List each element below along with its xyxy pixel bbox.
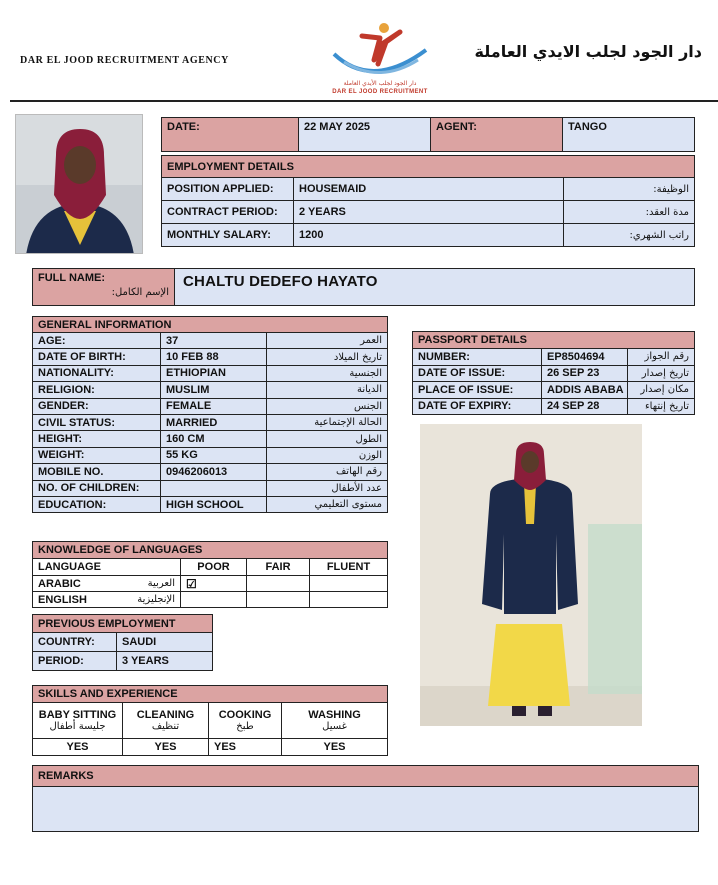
full-name-value: CHALTU DEDEFO HAYATO [175,269,695,306]
contract-label-arabic: مدة العقد: [564,201,695,224]
dob-value: 10 FEB 88 [161,349,267,365]
issue-date-value: 26 SEP 23 [542,365,628,382]
applicant-portrait-photo [15,114,143,254]
skill-cooking-name-arabic: طبخ [236,721,254,732]
age-value: 37 [161,333,267,349]
skills-section-title: SKILLS AND EXPERIENCE [33,686,388,703]
contract-value: 2 YEARS [294,201,564,224]
children-label-arabic: عدد الأطفال [267,480,388,496]
salary-value: 1200 [294,224,564,247]
remarks-section-title: REMARKS [33,766,699,787]
skill-baby-sitting [33,703,123,739]
skill-cleaning-name: CLEANING [136,709,195,721]
nationality-label: NATIONALITY: [33,365,161,381]
issue-date-label-arabic: تاريخ إصدار [628,365,695,382]
english-language-cell [33,592,181,608]
remarks-area [32,786,699,832]
passport-details-table [412,331,695,415]
weight-label-arabic: الوزن [267,447,388,463]
salary-label-arabic: راتب الشهري: [564,224,695,247]
education-label-arabic: مستوى التعليمي [267,496,388,512]
agency-logo [322,20,438,98]
dob-label-arabic: تاريخ الميلاد [267,349,388,365]
general-section-title: GENERAL INFORMATION [33,317,388,333]
agency-name-english: DAR EL JOOD RECRUITMENT AGENCY [20,55,229,66]
country-value: SAUDI [117,633,213,652]
arabic-language-name: ARABIC [38,577,81,590]
employment-details-table [161,155,695,247]
logo-text-english: DAR EL JOOD RECRUITMENT [332,89,428,95]
skill-cleaning-value: YES [123,739,209,756]
issue-date-label: DATE OF ISSUE: [413,365,542,382]
english-fluent-cell[interactable] [310,592,388,608]
religion-value: MUSLIM [161,382,267,398]
arabic-fluent-cell[interactable] [310,576,388,592]
previous-employment-table [32,614,213,671]
agent-value: TANGO [563,118,695,152]
weight-label: WEIGHT: [33,447,161,463]
fluent-header: FLUENT [310,559,388,576]
civil-status-label: CIVIL STATUS: [33,414,161,430]
languages-table [32,541,388,608]
passport-number-label-arabic: رقم الجواز [628,349,695,366]
arabic-poor-checkbox[interactable]: ☑ [181,576,247,592]
portrait-person-icon [16,115,143,254]
employment-section-title: EMPLOYMENT DETAILS [162,156,695,178]
contract-label: CONTRACT PERIOD: [162,201,294,224]
dob-label: DATE OF BIRTH: [33,349,161,365]
skill-cooking [209,703,282,739]
children-label: NO. OF CHILDREN: [33,480,161,496]
skill-washing-name-arabic: غسيل [322,721,347,732]
skill-washing [282,703,388,739]
full-name-label-cell [33,269,175,306]
civil-status-label-arabic: الحالة الإجتماعية [267,414,388,430]
period-label: PERIOD: [33,652,117,671]
salary-label: MONTHLY SALARY: [162,224,294,247]
date-label: DATE: [162,118,299,152]
expiry-date-value: 24 SEP 28 [542,398,628,415]
skill-cooking-value: YES [209,739,282,756]
english-language-name: ENGLISH [38,593,87,606]
position-label: POSITION APPLIED: [162,178,294,201]
expiry-date-label: DATE OF EXPIRY: [413,398,542,415]
logo-figure-icon [322,20,438,80]
english-fair-cell[interactable] [247,592,310,608]
arabic-language-name-arabic: العربية [147,577,175,589]
date-value: 22 MAY 2025 [299,118,431,152]
applicant-full-body-photo [420,424,642,726]
children-value [161,480,267,496]
expiry-date-label-arabic: تاريخ إنتهاء [628,398,695,415]
skills-table [32,685,388,756]
skill-cleaning-name-arabic: تنظيف [151,721,180,732]
position-value: HOUSEMAID [294,178,564,201]
skill-baby-sitting-value: YES [33,739,123,756]
english-language-name-arabic: الإنجليزية [137,593,175,605]
passport-section-title: PASSPORT DETAILS [413,332,695,349]
date-agent-table [161,117,695,152]
religion-label: RELIGION: [33,382,161,398]
height-value: 160 CM [161,431,267,447]
passport-number-value: EP8504694 [542,349,628,366]
gender-label-arabic: الجنس [267,398,388,414]
height-label: HEIGHT: [33,431,161,447]
remarks-table [32,765,699,787]
country-label: COUNTRY: [33,633,117,652]
weight-value: 55 KG [161,447,267,463]
height-label-arabic: الطول [267,431,388,447]
age-label: AGE: [33,333,161,349]
languages-section-title: KNOWLEDGE OF LANGUAGES [33,542,388,559]
header-divider [10,100,718,102]
nationality-label-arabic: الجنسية [267,365,388,381]
position-label-arabic: الوظيفة: [564,178,695,201]
skill-baby-sitting-name: BABY SITTING [38,709,117,721]
previous-section-title: PREVIOUS EMPLOYMENT [33,615,213,633]
skill-washing-name: WASHING [308,709,361,721]
fair-header: FAIR [247,559,310,576]
education-value: HIGH SCHOOL [161,496,267,512]
gender-label: GENDER: [33,398,161,414]
passport-number-label: NUMBER: [413,349,542,366]
mobile-label-arabic: رقم الهاتف [267,464,388,480]
arabic-fair-cell[interactable] [247,576,310,592]
age-label-arabic: العمر [267,333,388,349]
mobile-value: 0946206013 [161,464,267,480]
education-label: EDUCATION: [33,496,161,512]
issue-place-label: PLACE OF ISSUE: [413,382,542,399]
full-name-table [32,268,695,306]
skill-cooking-name: COOKING [218,709,272,721]
civil-status-value: MARRIED [161,414,267,430]
agency-name-arabic: دار الجود لجلب الايدي العاملة [474,42,702,61]
arabic-language-cell [33,576,181,592]
period-value: 3 YEARS [117,652,213,671]
logo-text-arabic: دار الجود لجلب الأيدي العاملة [343,80,417,87]
issue-place-value: ADDIS ABABA [542,382,628,399]
general-information-table [32,316,388,513]
full-name-label-arabic: الإسم الكامل: [111,287,169,298]
poor-header: POOR [181,559,247,576]
religion-label-arabic: الديانة [267,382,388,398]
agent-label: AGENT: [431,118,563,152]
skill-washing-value: YES [282,739,388,756]
language-header: LANGUAGE [33,559,181,576]
skill-cleaning [123,703,209,739]
nationality-value: ETHIOPIAN [161,365,267,381]
gender-value: FEMALE [161,398,267,414]
mobile-label: MOBILE NO. [33,464,161,480]
issue-place-label-arabic: مكان إصدار [628,382,695,399]
full-body-person-icon [420,424,642,726]
skill-baby-sitting-name-arabic: جليسة أطفال [49,721,106,732]
english-poor-cell[interactable] [181,592,247,608]
full-name-label: FULL NAME: [38,272,106,284]
